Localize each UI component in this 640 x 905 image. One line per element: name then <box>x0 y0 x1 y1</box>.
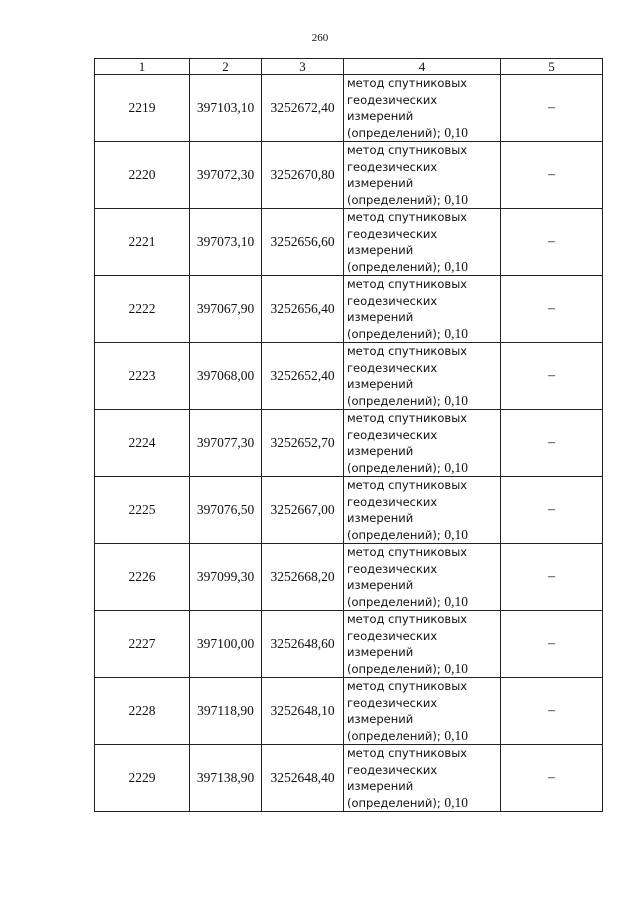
coordinate-y-cell: 3252672,40 <box>262 75 344 142</box>
table-row <box>95 745 603 812</box>
coordinate-y-cell: 3252652,40 <box>262 343 344 410</box>
method-cell <box>344 678 501 745</box>
method-line: метод спутниковых <box>347 746 468 760</box>
note-cell: – <box>501 544 603 611</box>
method-line: (определений); <box>347 661 441 676</box>
method-cell <box>344 477 501 544</box>
note-cell: – <box>501 142 603 209</box>
coordinate-y-cell: 3252670,80 <box>262 142 344 209</box>
method-line: измерений <box>347 109 414 123</box>
table-row <box>95 276 603 343</box>
table-row <box>95 343 603 410</box>
method-line: (определений); <box>347 795 441 810</box>
coordinates-table <box>94 58 603 812</box>
accuracy-value: 0,10 <box>444 258 468 274</box>
table-header-row <box>95 59 603 75</box>
point-number-cell: 2228 <box>95 678 190 745</box>
method-line: метод спутниковых <box>347 210 468 224</box>
accuracy-value: 0,10 <box>444 124 468 140</box>
coordinate-x-cell: 397099,30 <box>190 544 262 611</box>
method-line: измерений <box>347 377 414 391</box>
method-line: метод спутниковых <box>347 76 468 90</box>
table-row <box>95 142 603 209</box>
table-row <box>95 477 603 544</box>
method-line: метод спутниковых <box>347 344 468 358</box>
method-line: (определений); <box>347 393 441 408</box>
method-line: геодезических <box>347 92 438 107</box>
method-line: геодезических <box>347 695 438 710</box>
method-line: (определений); <box>347 460 441 475</box>
coordinate-x-cell: 397068,00 <box>190 343 262 410</box>
method-line: (определений); <box>347 728 441 743</box>
method-line: геодезических <box>347 561 438 576</box>
column-header-1: 1 <box>95 59 190 75</box>
coordinate-x-cell: 397073,10 <box>190 209 262 276</box>
page-number: 260 <box>311 32 329 44</box>
method-cell <box>344 142 501 209</box>
method-line: метод спутниковых <box>347 545 468 559</box>
note-cell: – <box>501 477 603 544</box>
coordinate-x-cell: 397138,90 <box>190 745 262 812</box>
note-cell: – <box>501 343 603 410</box>
point-number-cell: 2225 <box>95 477 190 544</box>
method-line: геодезических <box>347 628 438 643</box>
note-cell: – <box>501 678 603 745</box>
point-number-cell: 2229 <box>95 745 190 812</box>
method-line: метод спутниковых <box>347 478 468 492</box>
table-body <box>95 75 603 812</box>
column-header-4: 4 <box>344 59 501 75</box>
method-line: геодезических <box>347 494 438 509</box>
coordinate-x-cell: 397076,50 <box>190 477 262 544</box>
point-number-cell: 2221 <box>95 209 190 276</box>
note-cell: – <box>501 611 603 678</box>
column-header-5: 5 <box>501 59 603 75</box>
method-cell <box>344 209 501 276</box>
point-number-cell: 2220 <box>95 142 190 209</box>
method-line: измерений <box>347 176 414 190</box>
method-line: метод спутниковых <box>347 143 468 157</box>
method-line: измерений <box>347 645 414 659</box>
table-row <box>95 410 603 477</box>
point-number-cell: 2226 <box>95 544 190 611</box>
method-line: измерений <box>347 511 414 525</box>
method-line: геодезических <box>347 159 438 174</box>
method-line: метод спутниковых <box>347 612 468 626</box>
table-row <box>95 209 603 276</box>
method-line: измерений <box>347 712 414 726</box>
method-cell <box>344 611 501 678</box>
method-line: (определений); <box>347 594 441 609</box>
coordinate-x-cell: 397118,90 <box>190 678 262 745</box>
method-cell <box>344 75 501 142</box>
method-line: (определений); <box>347 259 441 274</box>
coordinate-y-cell: 3252648,60 <box>262 611 344 678</box>
coordinate-y-cell: 3252652,70 <box>262 410 344 477</box>
coordinate-y-cell: 3252656,60 <box>262 209 344 276</box>
method-line: геодезических <box>347 293 438 308</box>
coordinate-x-cell: 397100,00 <box>190 611 262 678</box>
method-line: (определений); <box>347 192 441 207</box>
note-cell: – <box>501 745 603 812</box>
method-line: метод спутниковых <box>347 411 468 425</box>
note-cell: – <box>501 276 603 343</box>
method-line: (определений); <box>347 125 441 140</box>
column-header-3: 3 <box>262 59 344 75</box>
table-row <box>95 678 603 745</box>
accuracy-value: 0,10 <box>444 794 468 810</box>
coordinate-y-cell: 3252668,20 <box>262 544 344 611</box>
coordinate-y-cell: 3252667,00 <box>262 477 344 544</box>
accuracy-value: 0,10 <box>444 593 468 609</box>
method-line: метод спутниковых <box>347 277 468 291</box>
method-line: измерений <box>347 444 414 458</box>
method-line: геодезических <box>347 427 438 442</box>
method-line: (определений); <box>347 527 441 542</box>
method-cell <box>344 276 501 343</box>
method-line: измерений <box>347 243 414 257</box>
method-cell <box>344 745 501 812</box>
table-row <box>95 611 603 678</box>
method-line: измерений <box>347 578 414 592</box>
coordinate-x-cell: 397067,90 <box>190 276 262 343</box>
point-number-cell: 2222 <box>95 276 190 343</box>
table-row <box>95 75 603 142</box>
column-header-2: 2 <box>190 59 262 75</box>
method-cell <box>344 410 501 477</box>
accuracy-value: 0,10 <box>444 325 468 341</box>
coordinate-x-cell: 397072,30 <box>190 142 262 209</box>
coordinate-y-cell: 3252656,40 <box>262 276 344 343</box>
point-number-cell: 2223 <box>95 343 190 410</box>
method-cell <box>344 544 501 611</box>
table-row <box>95 544 603 611</box>
method-line: измерений <box>347 779 414 793</box>
method-line: геодезических <box>347 360 438 375</box>
point-number-cell: 2219 <box>95 75 190 142</box>
method-line: измерений <box>347 310 414 324</box>
point-number-cell: 2227 <box>95 611 190 678</box>
coordinate-y-cell: 3252648,10 <box>262 678 344 745</box>
method-line: (определений); <box>347 326 441 341</box>
accuracy-value: 0,10 <box>444 727 468 743</box>
note-cell: – <box>501 209 603 276</box>
coordinate-y-cell: 3252648,40 <box>262 745 344 812</box>
method-cell <box>344 343 501 410</box>
accuracy-value: 0,10 <box>444 660 468 676</box>
accuracy-value: 0,10 <box>444 191 468 207</box>
accuracy-value: 0,10 <box>444 459 468 475</box>
method-line: геодезических <box>347 762 438 777</box>
accuracy-value: 0,10 <box>444 526 468 542</box>
note-cell: – <box>501 75 603 142</box>
point-number-cell: 2224 <box>95 410 190 477</box>
accuracy-value: 0,10 <box>444 392 468 408</box>
method-line: метод спутниковых <box>347 679 468 693</box>
coordinate-x-cell: 397077,30 <box>190 410 262 477</box>
method-line: геодезических <box>347 226 438 241</box>
note-cell: – <box>501 410 603 477</box>
coordinate-x-cell: 397103,10 <box>190 75 262 142</box>
